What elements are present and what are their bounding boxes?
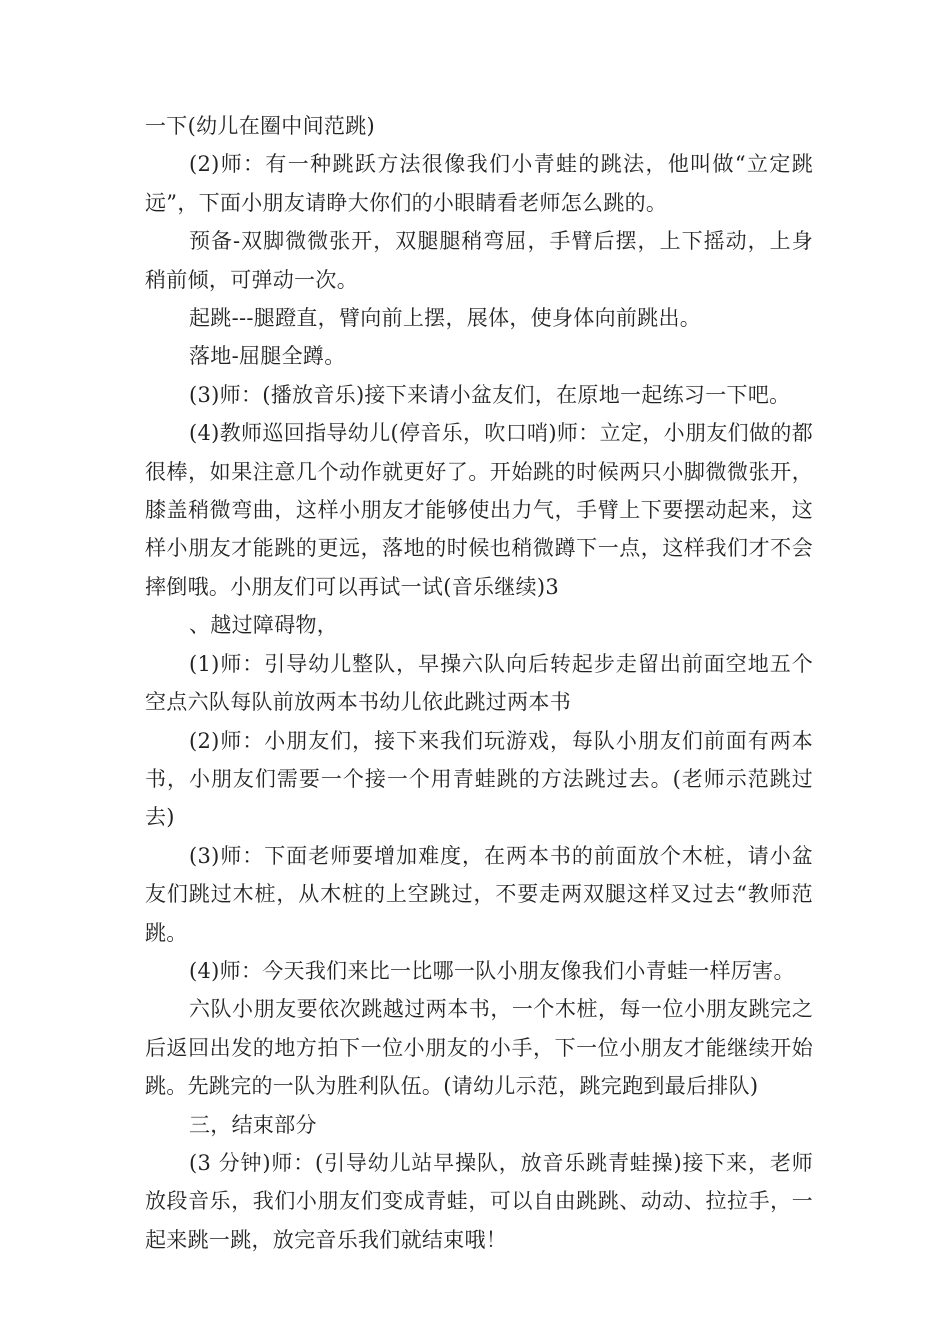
- paragraph: 三，结束部分: [189, 1112, 317, 1137]
- paragraph: (1)师：引导幼儿整队，早操六队向后转起步走留出前面空地五个空点六队每队前放两本书幼儿依此跳过两本书: [145, 651, 813, 715]
- paragraph: (4)教师巡回指导幼儿(停音乐，吹口哨)师：立定，小朋友们做的都很棒，如果注意几个动作就更好了。开始跳的时候两只小脚微微张开，膝盖稍微弯曲，这样小朋友才能够使出力气，手臂上下要摆动起来，这样小朋友才能跳的更远，落地的时候也稍微蹲下一点，这样我们才不会摔倒哦。小朋友们可以再试一试(音乐继续)3: [145, 421, 813, 599]
- paragraph: (2)师：有一种跳跃方法很像我们小青蛙的跳法，他叫做“立定跳远”，下面小朋友请睁大你们的小眼睛看老师怎么跳的。: [145, 152, 813, 215]
- paragraph: 落地-屈腿全蹲。: [189, 344, 346, 369]
- paragraph: 一下(幼儿在圈中间范跳): [145, 114, 375, 138]
- paragraph: 、越过障碍物，: [189, 613, 339, 638]
- paragraph: (3 分钟)师：(引导幼儿站早操队，放音乐跳青蛙操)接下来，老师放段音乐，我们小朋友们变成青蛙，可以自由跳跳、动动、拉拉手，一起来跳一跳，放完音乐我们就结束哦！: [145, 1150, 813, 1252]
- paragraph: 起跳---腿蹬直，臂向前上摆，展体，使身体向前跳出。: [189, 306, 702, 331]
- paragraph: (2)师：小朋友们，接下来我们玩游戏，每队小朋友们前面有两本书，小朋友们需要一个接一个用青蛙跳的方法跳过去。(老师示范跳过去): [145, 728, 813, 830]
- document-body: [145, 107, 813, 1259]
- paragraph: 预备-双脚微微张开，双腿腿稍弯屈，手臂后摆，上下摇动，上身稍前倾，可弹动一次。: [145, 229, 813, 292]
- paragraph: (3)师：(播放音乐)接下来请小盆友们，在原地一起练习一下吧。: [189, 382, 791, 407]
- paragraph: 六队小朋友要依次跳越过两本书，一个木桩，每一位小朋友跳完之后返回出发的地方拍下一位小朋友的小手，下一位小朋友才能继续开始跳。先跳完的一队为胜利队伍。(请幼儿示范，跳完跑到最后排队): [145, 997, 813, 1099]
- paragraph: (3)师：下面老师要增加难度，在两本书的前面放个木桩，请小盆友们跳过木桩，从木桩的上空跳过，不要走两双腿这样叉过去“教师范跳。: [145, 843, 813, 945]
- paragraph: (4)师：今天我们来比一比哪一队小朋友像我们小青蛙一样厉害。: [189, 958, 795, 983]
